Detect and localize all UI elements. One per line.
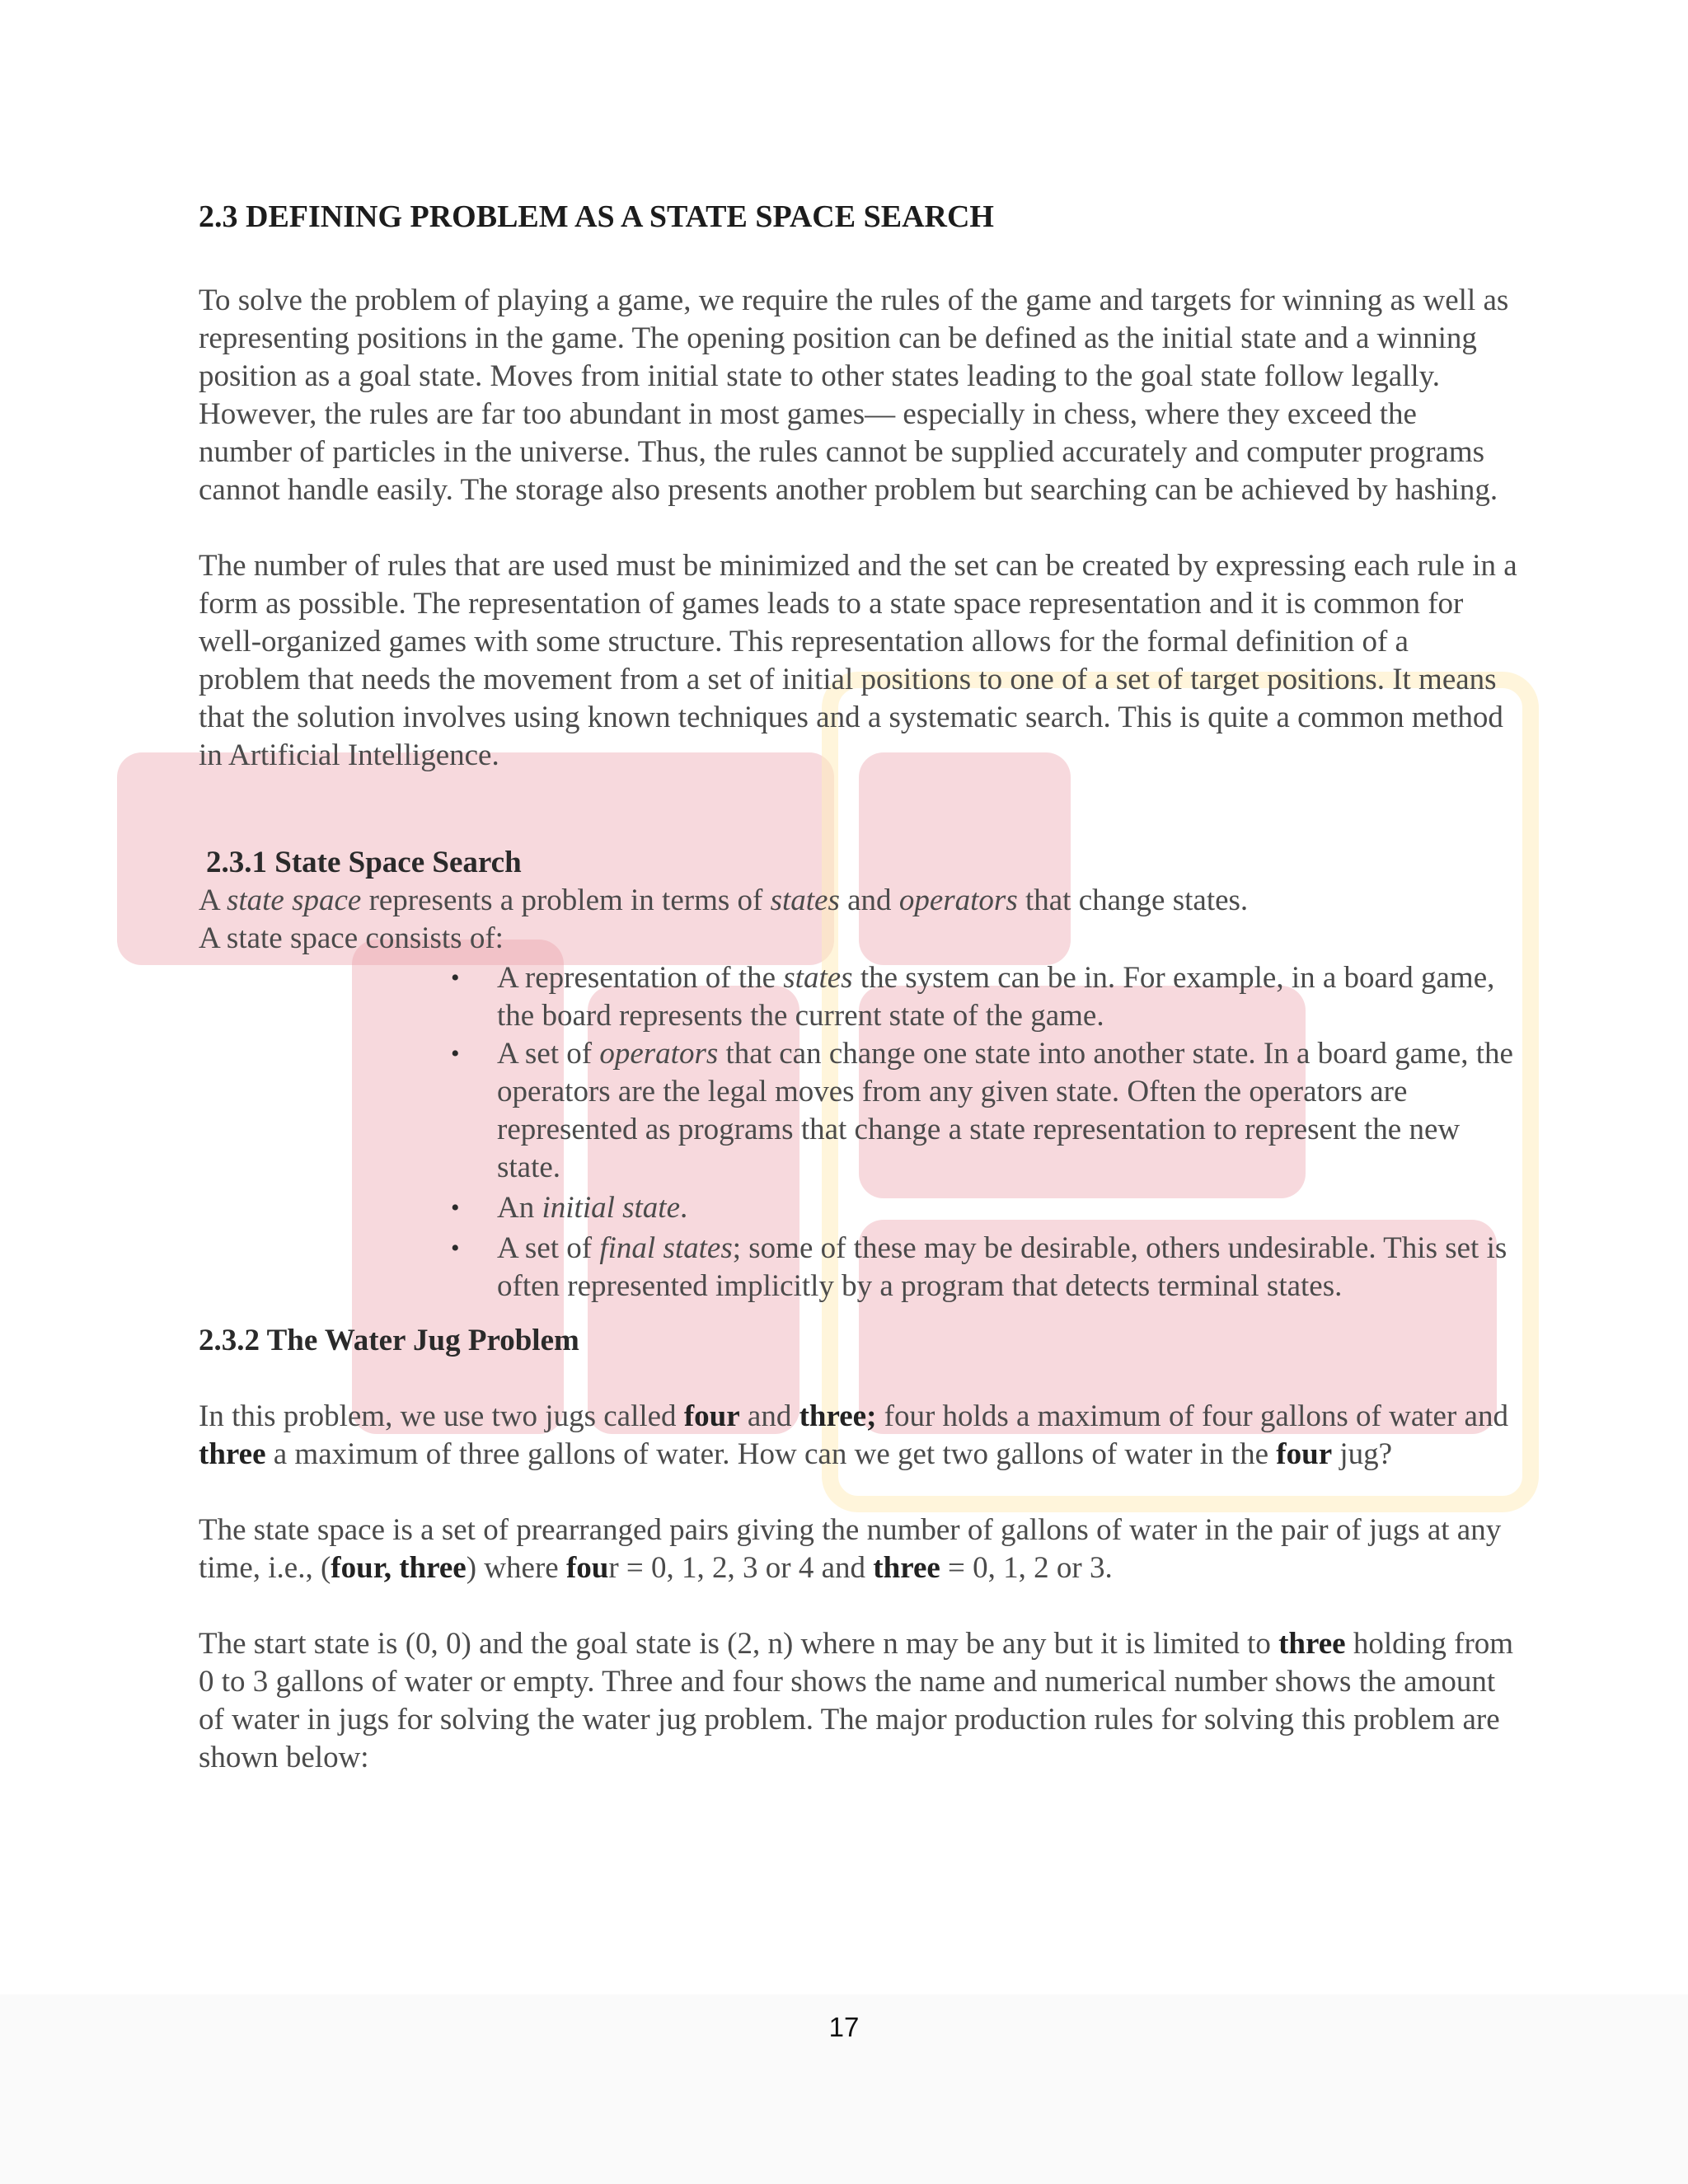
state-space-pairs-paragraph: The state space is a set of prearranged pairs giving the number of gallons of water in the pair of jugs at any time, i.e., (four, three) where four = 0, 1, 2, 3 or 4 and three = 0, 1, 2 or 3. xyxy=(199,1513,1502,1585)
intro-paragraph: To solve the problem of playing a game, we require the rules of the game and targets for winning as well as representing positions in the game. The opening position can be defined as the initial state and a winning position as a goal state. Moves from initial state to other states leading to the goal state follow legally. However, the rules are far too abundant in most games— especially in chess, where they exceed the number of particles in the universe. Thus, the rules cannot be supplied accurately and computer programs cannot handle easily. The storage also presents another problem but searching can be achieved by hashing. xyxy=(199,284,1509,507)
state-space-list xyxy=(199,959,1517,1305)
page-content xyxy=(199,198,1517,1777)
bullet-icon: • xyxy=(451,1235,460,1262)
state-space-intro: A state space consists of: xyxy=(199,921,504,955)
state-space-definition: A state space represents a problem in terms of states and operators that change states. xyxy=(199,883,1249,917)
start-goal-paragraph: The start state is (0, 0) and the goal state is (2, n) where n may be any but it is limited to three holding from 0 to 3 gallons of water or empty. Three and four shows the name and numerical number shows the amount of water in jugs for solving the water jug problem. The major production rules for solving this problem are shown below: xyxy=(199,1627,1514,1774)
subsection-heading-state-space: 2.3.1 State Space Search xyxy=(206,846,522,879)
subsection-heading-water-jug: 2.3.2 The Water Jug Problem xyxy=(199,1324,579,1357)
bullet-icon: • xyxy=(451,1040,460,1067)
bullet-icon: • xyxy=(451,1194,460,1221)
water-jug-paragraph: In this problem, we use two jugs called four and three; four holds a maximum of four gallons of water and three a maximum of three gallons of water. How can we get two gallons of water in the four jug? xyxy=(199,1399,1508,1471)
list-item: • A representation of the states the system can be in. For example, in a board game, the board represents the current state of the game. xyxy=(451,961,1495,1033)
section-heading: 2.3 DEFINING PROBLEM AS A STATE SPACE SEARCH xyxy=(199,199,994,234)
bullet-icon: • xyxy=(451,964,460,991)
list-item: • A set of operators that can change one state into another state. In a board game, the operators are the legal moves from any given state. Often the operators are represented as programs that change a state representation to represent the new state. xyxy=(451,1037,1513,1184)
rules-paragraph: The number of rules that are used must be minimized and the set can be created by expressing each rule in a form as possible. The representation of games leads to a state space representation and it is common for well-organized games with some structure. This representation allows for the formal definition of a problem that needs the movement from a set of initial positions to one of a set of target positions. It means that the solution involves using known techniques and a systematic search. This is quite a common method in Artificial Intelligence. xyxy=(199,549,1517,772)
page-number: 17 xyxy=(828,2012,860,2042)
list-item: • A set of final states; some of these may be desirable, others undesirable. This set is often represented implicitly by a program that detects terminal states. xyxy=(451,1231,1507,1303)
list-item: • An initial state. xyxy=(199,1189,1517,1227)
